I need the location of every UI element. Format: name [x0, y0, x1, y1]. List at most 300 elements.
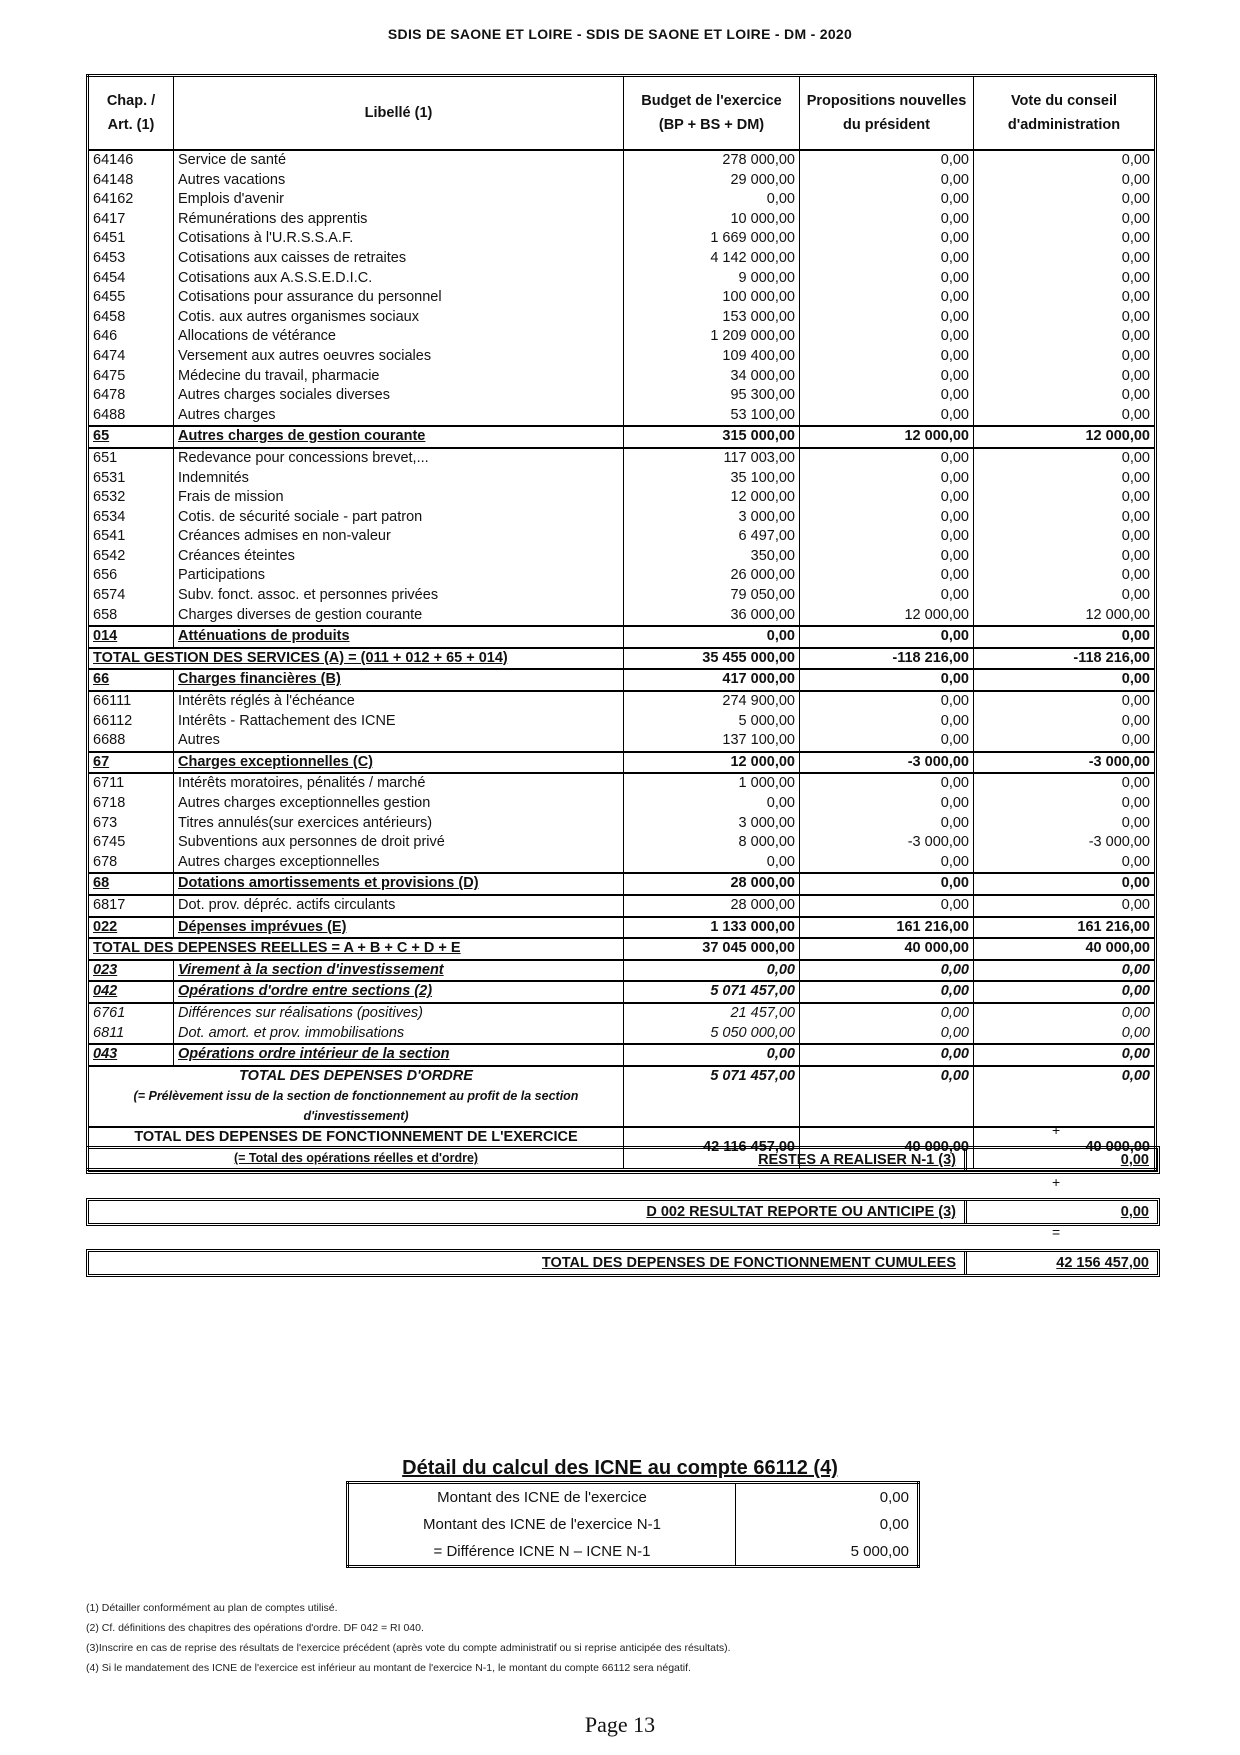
row-propositions: 0,00 [800, 773, 974, 794]
row-vote: 0,00 [1121, 567, 1150, 584]
row-label: Service de santé [174, 150, 624, 171]
row-code: 6455 [88, 288, 174, 308]
total-exercice-prop: 40 000,00 [800, 1127, 974, 1169]
row-propositions: 0,00 [800, 853, 974, 874]
row-vote: 0,00 [1121, 152, 1150, 168]
footnote: (2) Cf. définitions des chapitres des opérations d'ordre. DF 042 = RI 040. [86, 1622, 424, 1634]
row-vote: 0,00 [1121, 387, 1150, 404]
row-vote: 0,00 [1121, 171, 1150, 188]
row-budget: 35 100,00 [624, 469, 800, 489]
row-label: Cotisations à l'U.R.S.S.A.F. [174, 229, 624, 249]
table-row [88, 150, 1156, 171]
row-propositions: 0,00 [800, 981, 974, 1003]
table-row [88, 249, 1156, 269]
table-row [88, 917, 1156, 939]
row-vote: 0,00 [1121, 308, 1150, 325]
row-budget: 37 045 000,00 [624, 938, 800, 960]
row-vote: 0,00 [1121, 406, 1150, 423]
table-row [88, 426, 1156, 448]
row-budget: 315 000,00 [624, 426, 800, 448]
row-code: 6718 [88, 794, 174, 814]
table-row [88, 586, 1156, 606]
row-vote: 0,00 [1121, 814, 1150, 831]
row-propositions: 0,00 [800, 190, 974, 210]
row-code: 658 [88, 606, 174, 627]
total-ordre-vote: 0,00 [974, 1066, 1156, 1128]
row-propositions: 0,00 [800, 488, 974, 508]
total-ordre-prop: 0,00 [800, 1066, 974, 1128]
row-budget: 5 000,00 [624, 712, 800, 732]
row-propositions: 0,00 [800, 895, 974, 917]
row-vote: 0,00 [1121, 347, 1150, 364]
row-budget: 36 000,00 [624, 606, 800, 627]
row-vote: -3 000,00 [974, 752, 1156, 774]
col-header-chap: Chap. / Art. (1) [88, 76, 174, 151]
row-budget: 8 000,00 [624, 833, 800, 853]
table-row [88, 794, 1156, 814]
table-row [88, 269, 1156, 289]
row-label: Opérations ordre intérieur de la section [174, 1044, 624, 1066]
total-exercice-budget: 42 116 457,00 [624, 1127, 800, 1169]
row-budget: 278 000,00 [624, 150, 800, 171]
row-label: Opérations d'ordre entre sections (2) [174, 981, 624, 1003]
row-propositions: 0,00 [800, 229, 974, 249]
row-propositions: 0,00 [800, 150, 974, 171]
row-code: 67 [88, 752, 174, 774]
table-row [88, 190, 1156, 210]
summary-operator: + [1052, 1174, 1061, 1190]
row-budget: 0,00 [624, 1044, 800, 1066]
row-code: 64162 [88, 190, 174, 210]
row-code: 66112 [88, 712, 174, 732]
row-code: 043 [88, 1044, 174, 1066]
row-label: Autres charges de gestion courante [174, 426, 624, 448]
row-budget: 100 000,00 [624, 288, 800, 308]
row-budget: 53 100,00 [624, 406, 800, 427]
table-row [88, 386, 1156, 406]
row-budget: 35 455 000,00 [624, 648, 800, 670]
table-row [88, 814, 1156, 834]
total-ordre-label-cell [88, 1066, 624, 1128]
row-vote: 0,00 [974, 981, 1156, 1003]
row-vote: 0,00 [1121, 1024, 1150, 1041]
table-row [88, 938, 1156, 960]
summary-value: 42 156 457,00 [1056, 1255, 1149, 1271]
table-row [88, 347, 1156, 367]
table-row [88, 606, 1156, 627]
table-row [88, 691, 1156, 712]
row-budget: 95 300,00 [624, 386, 800, 406]
icne-label: = Différence ICNE N – ICNE N-1 [348, 1538, 736, 1567]
table-row [88, 981, 1156, 1003]
row-label: Atténuations de produits [174, 626, 624, 648]
row-propositions: 0,00 [800, 308, 974, 328]
table-row [88, 469, 1156, 489]
row-code: 6542 [88, 547, 174, 567]
row-label: Créances éteintes [174, 547, 624, 567]
row-label: Subventions aux personnes de droit privé [174, 833, 624, 853]
total-ordre-row [88, 1066, 1156, 1128]
row-budget: 6 497,00 [624, 527, 800, 547]
total-exercice-label: TOTAL DES DEPENSES DE FONCTIONNEMENT DE L'EXERCICE [134, 1129, 578, 1146]
row-vote: 0,00 [1121, 230, 1150, 247]
icne-row [348, 1483, 919, 1512]
summary-label: RESTES A REALISER N-1 (3) [89, 1149, 967, 1171]
total-ordre-budget: 5 071 457,00 [624, 1066, 800, 1128]
row-code: 6541 [88, 527, 174, 547]
page-number: Page 13 [584, 1712, 656, 1737]
row-code: 6534 [88, 508, 174, 528]
row-label: Rémunérations des apprentis [174, 210, 624, 230]
row-budget: 29 000,00 [624, 171, 800, 191]
row-code: 6478 [88, 386, 174, 406]
row-propositions: 0,00 [800, 327, 974, 347]
icne-value: 0,00 [879, 1489, 909, 1506]
table-row [88, 895, 1156, 917]
row-code: 042 [88, 981, 174, 1003]
row-code: 6451 [88, 229, 174, 249]
row-label: Médecine du travail, pharmacie [174, 367, 624, 387]
row-code: 66 [88, 669, 174, 691]
row-code: 65 [88, 426, 174, 448]
row-propositions: 0,00 [800, 469, 974, 489]
row-label: Intérêts - Rattachement des ICNE [174, 712, 624, 732]
row-label: Redevance pour concessions brevet,... [174, 448, 624, 469]
row-propositions: 0,00 [800, 712, 974, 732]
row-code: 6453 [88, 249, 174, 269]
table-row [88, 1024, 1156, 1045]
row-propositions: 0,00 [800, 406, 974, 427]
table-row [88, 288, 1156, 308]
footnote: (4) Si le mandatement des ICNE de l'exercice est inférieur au montant de l'exercice N-1, le montant du compte 66112 sera négatif. [86, 1662, 691, 1674]
row-budget: 117 003,00 [624, 448, 800, 469]
row-code: 6817 [88, 895, 174, 917]
table-row [88, 873, 1156, 895]
row-code: 6761 [88, 1003, 174, 1024]
table-row [88, 773, 1156, 794]
table-row [88, 669, 1156, 691]
row-propositions: 161 216,00 [800, 917, 974, 939]
row-code: 6574 [88, 586, 174, 606]
row-vote: 161 216,00 [974, 917, 1156, 939]
row-vote: -118 216,00 [974, 648, 1156, 670]
row-budget: 137 100,00 [624, 731, 800, 752]
summary-operator: = [1052, 1224, 1061, 1240]
row-propositions: 12 000,00 [800, 606, 974, 627]
icne-label: Montant des ICNE de l'exercice [348, 1483, 736, 1512]
row-code: 023 [88, 960, 174, 982]
footnote: (3)Inscrire en cas de reprise des résultats de l'exercice précédent (après vote du compte administratif ou si reprise anticipée des résultats). [86, 1642, 731, 1654]
table-row [88, 752, 1156, 774]
row-propositions: 0,00 [800, 386, 974, 406]
row-vote: 0,00 [974, 669, 1156, 691]
row-label: Intérêts réglés à l'échéance [174, 691, 624, 712]
row-propositions: 0,00 [800, 691, 974, 712]
row-budget: 10 000,00 [624, 210, 800, 230]
row-code: 6745 [88, 833, 174, 853]
row-budget: 0,00 [624, 190, 800, 210]
row-label: Autres charges exceptionnelles gestion [174, 794, 624, 814]
row-vote: 12 000,00 [974, 426, 1156, 448]
row-label: Titres annulés(sur exercices antérieurs) [174, 814, 624, 834]
table-row [88, 648, 1156, 670]
row-budget: 28 000,00 [624, 895, 800, 917]
table-row [88, 833, 1156, 853]
row-label: Emplois d'avenir [174, 190, 624, 210]
row-propositions: 0,00 [800, 731, 974, 752]
summary-value: 0,00 [1120, 1152, 1149, 1168]
table-row [88, 508, 1156, 528]
summary-value: 0,00 [1120, 1204, 1149, 1220]
table-row [88, 1003, 1156, 1024]
row-propositions: 0,00 [800, 347, 974, 367]
row-propositions: 0,00 [800, 547, 974, 567]
row-label: Créances admises en non-valeur [174, 527, 624, 547]
row-label: Cotisations aux A.S.S.E.D.I.C. [174, 269, 624, 289]
row-code: 6454 [88, 269, 174, 289]
table-row [88, 327, 1156, 347]
row-code: 673 [88, 814, 174, 834]
col-header-vote: Vote du conseil d'administration [974, 76, 1156, 151]
row-vote: 0,00 [1121, 489, 1150, 506]
row-propositions: -3 000,00 [800, 752, 974, 774]
row-label: Charges financières (B) [174, 669, 624, 691]
row-label: Dot. amort. et prov. immobilisations [174, 1024, 624, 1045]
row-vote: -3 000,00 [1088, 834, 1150, 851]
summary-label: D 002 RESULTAT REPORTE OU ANTICIPE (3) [89, 1201, 967, 1223]
row-vote: 0,00 [974, 1044, 1156, 1066]
row-propositions: 0,00 [800, 269, 974, 289]
row-propositions: 12 000,00 [800, 426, 974, 448]
row-propositions: 0,00 [800, 794, 974, 814]
table-row [88, 229, 1156, 249]
row-vote: 0,00 [974, 626, 1156, 648]
row-propositions: 0,00 [800, 873, 974, 895]
row-label: Intérêts moratoires, pénalités / marché [174, 773, 624, 794]
row-label: Participations [174, 566, 624, 586]
icne-table [346, 1481, 920, 1568]
table-row [88, 853, 1156, 874]
row-budget: 9 000,00 [624, 269, 800, 289]
summary-bar-resultat [86, 1198, 1160, 1226]
row-propositions: 0,00 [800, 210, 974, 230]
row-label: Dot. prov. dépréc. actifs circulants [174, 895, 624, 917]
row-code: 014 [88, 626, 174, 648]
icne-value: 0,00 [879, 1516, 909, 1533]
row-code: 656 [88, 566, 174, 586]
row-budget: 34 000,00 [624, 367, 800, 387]
row-vote: 0,00 [1121, 587, 1150, 604]
row-propositions: 0,00 [800, 249, 974, 269]
row-propositions: 0,00 [800, 1003, 974, 1024]
row-code: 678 [88, 853, 174, 874]
row-vote: 0,00 [1121, 853, 1150, 870]
icne-title: Détail du calcul des ICNE au compte 66112 (4) [402, 1457, 838, 1479]
row-code: 646 [88, 327, 174, 347]
row-budget: 1 669 000,00 [624, 229, 800, 249]
row-vote: 0,00 [1121, 732, 1150, 749]
row-budget: 153 000,00 [624, 308, 800, 328]
row-propositions: 0,00 [800, 566, 974, 586]
table-row [88, 547, 1156, 567]
row-propositions: 0,00 [800, 814, 974, 834]
row-code: 64148 [88, 171, 174, 191]
table-body [88, 150, 1156, 1066]
row-propositions: 0,00 [800, 288, 974, 308]
row-budget: 0,00 [624, 960, 800, 982]
row-label: Autres [174, 731, 624, 752]
row-vote: 0,00 [1121, 712, 1150, 729]
table-row [88, 527, 1156, 547]
row-vote: 40 000,00 [974, 938, 1156, 960]
row-label: Autres vacations [174, 171, 624, 191]
table-row [88, 488, 1156, 508]
row-label: Allocations de vétérance [174, 327, 624, 347]
row-vote: 12 000,00 [1085, 606, 1150, 623]
row-code: 6711 [88, 773, 174, 794]
row-vote: 0,00 [1121, 328, 1150, 345]
row-propositions: 0,00 [800, 960, 974, 982]
row-budget: 274 900,00 [624, 691, 800, 712]
row-label: Autres charges exceptionnelles [174, 853, 624, 874]
table-row [88, 1044, 1156, 1066]
icne-value: 5 000,00 [850, 1543, 909, 1560]
row-budget: 5 050 000,00 [624, 1024, 800, 1045]
summary-bar-restes [86, 1146, 1160, 1174]
row-vote: 0,00 [1121, 269, 1150, 286]
row-budget: 1 209 000,00 [624, 327, 800, 347]
row-propositions: 0,00 [800, 586, 974, 606]
row-budget: 26 000,00 [624, 566, 800, 586]
total-exercice-vote: 40 000,00 [974, 1127, 1156, 1169]
row-budget: 1 133 000,00 [624, 917, 800, 939]
row-propositions: 0,00 [800, 626, 974, 648]
row-propositions: 0,00 [800, 1024, 974, 1045]
row-label: Autres charges [174, 406, 624, 427]
row-budget: 350,00 [624, 547, 800, 567]
row-propositions: 0,00 [800, 448, 974, 469]
icne-label: Montant des ICNE de l'exercice N-1 [348, 1511, 736, 1538]
row-code: 6474 [88, 347, 174, 367]
row-vote: 0,00 [1121, 449, 1150, 466]
table-row [88, 731, 1156, 752]
table-row [88, 308, 1156, 328]
table-row [88, 626, 1156, 648]
row-propositions: 0,00 [800, 1044, 974, 1066]
row-vote: 0,00 [1121, 693, 1150, 710]
row-label: Virement à la section d'investissement [174, 960, 624, 982]
row-label: Dépenses imprévues (E) [174, 917, 624, 939]
table-row [88, 406, 1156, 427]
row-vote: 0,00 [1121, 775, 1150, 792]
row-vote: 0,00 [1121, 249, 1150, 266]
icne-row [348, 1538, 919, 1567]
row-budget: 21 457,00 [624, 1003, 800, 1024]
row-label: Cotis. de sécurité sociale - part patron [174, 508, 624, 528]
row-code: 6458 [88, 308, 174, 328]
page-header: SDIS DE SAONE ET LOIRE - SDIS DE SAONE ET LOIRE - DM - 2020 [387, 26, 853, 42]
row-propositions: 0,00 [800, 527, 974, 547]
table-row [88, 367, 1156, 387]
row-vote: 0,00 [1121, 547, 1150, 564]
row-label: Différences sur réalisations (positives) [174, 1003, 624, 1024]
row-vote: 0,00 [1121, 528, 1150, 545]
row-budget: 0,00 [624, 626, 800, 648]
row-label: Cotis. aux autres organismes sociaux [174, 308, 624, 328]
row-vote: 0,00 [1121, 896, 1150, 913]
total-ordre-label: TOTAL DES DEPENSES D'ORDRE [239, 1067, 473, 1084]
col-header-libelle: Libellé (1) [174, 76, 624, 151]
total-label: TOTAL DES DEPENSES REELLES = A + B + C + D + E [88, 938, 624, 960]
row-vote: 0,00 [1121, 289, 1150, 306]
row-label: Cotisations aux caisses de retraites [174, 249, 624, 269]
row-label: Versement aux autres oeuvres sociales [174, 347, 624, 367]
table-row [88, 566, 1156, 586]
row-label: Autres charges sociales diverses [174, 386, 624, 406]
row-vote: 0,00 [1121, 469, 1150, 486]
row-propositions: 0,00 [800, 669, 974, 691]
row-code: 6531 [88, 469, 174, 489]
row-code: 6688 [88, 731, 174, 752]
row-budget: 4 142 000,00 [624, 249, 800, 269]
row-budget: 3 000,00 [624, 814, 800, 834]
row-propositions: -118 216,00 [800, 648, 974, 670]
row-code: 6532 [88, 488, 174, 508]
row-budget: 12 000,00 [624, 488, 800, 508]
table-row [88, 171, 1156, 191]
row-code: 6417 [88, 210, 174, 230]
table-row [88, 712, 1156, 732]
col-header-budget: Budget de l'exercice (BP + BS + DM) [624, 76, 800, 151]
row-propositions: -3 000,00 [800, 833, 974, 853]
table-row [88, 960, 1156, 982]
footnotes [86, 1598, 731, 1678]
row-vote: 0,00 [1121, 191, 1150, 208]
row-code: 6475 [88, 367, 174, 387]
row-vote: 0,00 [1121, 210, 1150, 227]
row-propositions: 40 000,00 [800, 938, 974, 960]
row-label: Indemnités [174, 469, 624, 489]
row-budget: 79 050,00 [624, 586, 800, 606]
total-label: TOTAL GESTION DES SERVICES (A) = (011 + 012 + 65 + 014) [88, 648, 624, 670]
row-code: 6488 [88, 406, 174, 427]
row-vote: 0,00 [974, 960, 1156, 982]
expenses-table [86, 74, 1157, 1171]
total-ordre-sub: (= Prélèvement issu de la section de fonctionnement au profit de la section d'investissement) [133, 1089, 579, 1124]
row-budget: 3 000,00 [624, 508, 800, 528]
row-code: 6811 [88, 1024, 174, 1045]
row-budget: 28 000,00 [624, 873, 800, 895]
row-budget: 109 400,00 [624, 347, 800, 367]
summary-bar-total-cumulees [86, 1249, 1160, 1277]
total-exercice-sub: (= Total des opérations réelles et d'ordre) [233, 1150, 479, 1165]
row-code: 64146 [88, 150, 174, 171]
summary-label: TOTAL DES DEPENSES DE FONCTIONNEMENT CUMULEES [89, 1252, 967, 1274]
row-label: Dotations amortissements et provisions (D) [174, 873, 624, 895]
row-budget: 1 000,00 [624, 773, 800, 794]
icne-row [348, 1511, 919, 1538]
row-code: 022 [88, 917, 174, 939]
summary-operator: + [1052, 1122, 1061, 1138]
row-code: 68 [88, 873, 174, 895]
row-label: Charges diverses de gestion courante [174, 606, 624, 627]
col-header-propositions: Propositions nouvelles du président [800, 76, 974, 151]
table-row [88, 210, 1156, 230]
row-budget: 0,00 [624, 794, 800, 814]
row-vote: 0,00 [1121, 795, 1150, 811]
footnote: (1) Détailler conformément au plan de comptes utilisé. [86, 1602, 338, 1614]
row-propositions: 0,00 [800, 367, 974, 387]
